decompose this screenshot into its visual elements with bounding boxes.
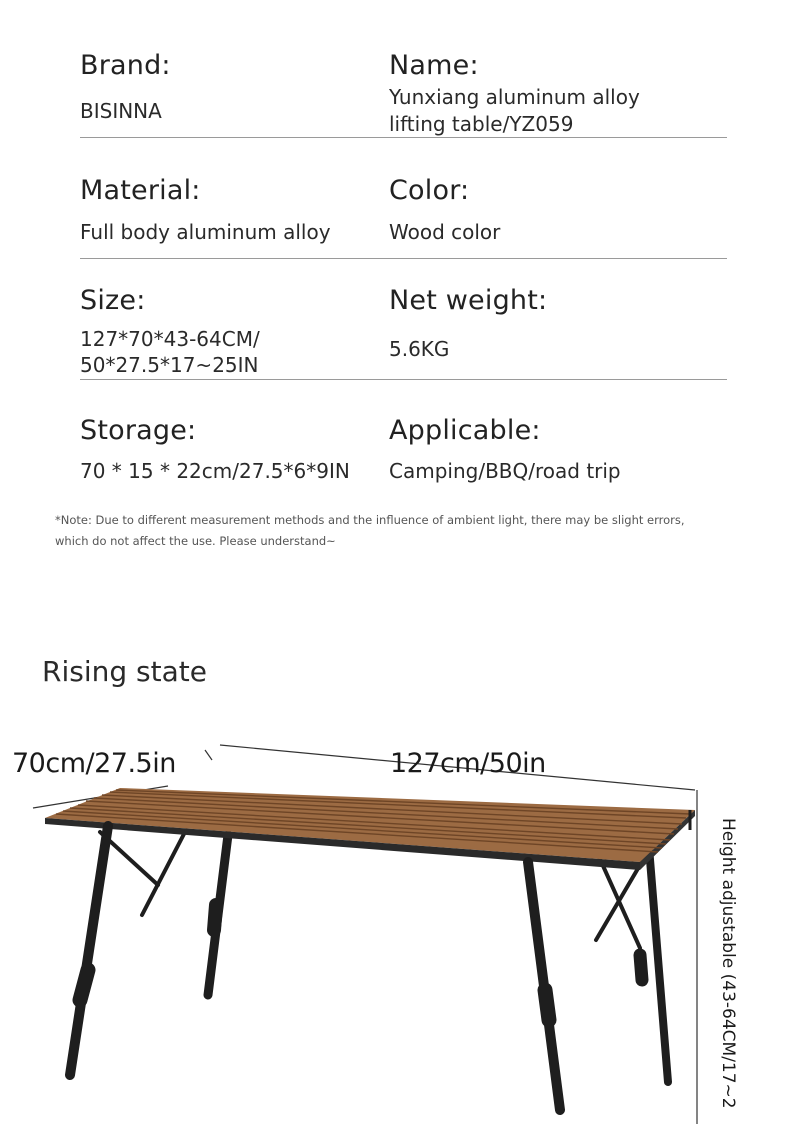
storage-label: Storage: bbox=[80, 415, 197, 446]
back-right-leg-joint bbox=[640, 955, 642, 980]
applicable-label: Applicable: bbox=[389, 415, 541, 446]
note-line1: *Note: Due to different measurement methods and the influence of ambient light, there may be slight errors, bbox=[55, 513, 685, 527]
color-value: Wood color bbox=[389, 220, 501, 244]
divider bbox=[80, 379, 727, 380]
size-value-line1: 127*70*43-64CM/ bbox=[80, 327, 260, 351]
divider bbox=[80, 258, 727, 259]
length-label: 127cm/50in bbox=[390, 748, 546, 779]
net-weight-label: Net weight: bbox=[389, 285, 548, 316]
name-value-line2: lifting table/YZ059 bbox=[389, 112, 574, 136]
storage-value: 70 * 15 * 22cm/27.5*6*9IN bbox=[80, 459, 350, 483]
front-left-leg-joint bbox=[80, 970, 88, 1000]
back-left-leg-joint bbox=[214, 905, 216, 930]
name-label: Name: bbox=[389, 50, 479, 81]
applicable-value: Camping/BBQ/road trip bbox=[389, 459, 621, 483]
front-right-leg-joint bbox=[545, 990, 549, 1020]
illustration-title: Rising state bbox=[42, 655, 207, 688]
material-label: Material: bbox=[80, 175, 201, 206]
front-legs bbox=[70, 826, 642, 1110]
brand-value: BISINNA bbox=[80, 99, 162, 123]
material-value: Full body aluminum alloy bbox=[80, 220, 331, 244]
note-line2: which do not affect the use. Please understand~ bbox=[55, 534, 336, 548]
dim-tick bbox=[205, 750, 212, 760]
back-right-leg bbox=[648, 835, 668, 1082]
height-label: Height adjustable (43-64CM/17~2 bbox=[718, 818, 738, 1109]
size-label: Size: bbox=[80, 285, 146, 316]
color-label: Color: bbox=[389, 175, 470, 206]
size-value-line2: 50*27.5*17~25IN bbox=[80, 353, 259, 377]
net-weight-value: 5.6KG bbox=[389, 337, 450, 361]
name-value-line1: Yunxiang aluminum alloy bbox=[389, 85, 640, 109]
divider bbox=[80, 137, 727, 138]
width-label: 70cm/27.5in bbox=[12, 748, 176, 779]
front-left-leg bbox=[70, 826, 108, 1075]
back-left-brace bbox=[142, 832, 185, 915]
back-legs bbox=[100, 832, 668, 1082]
brand-label: Brand: bbox=[80, 50, 171, 81]
